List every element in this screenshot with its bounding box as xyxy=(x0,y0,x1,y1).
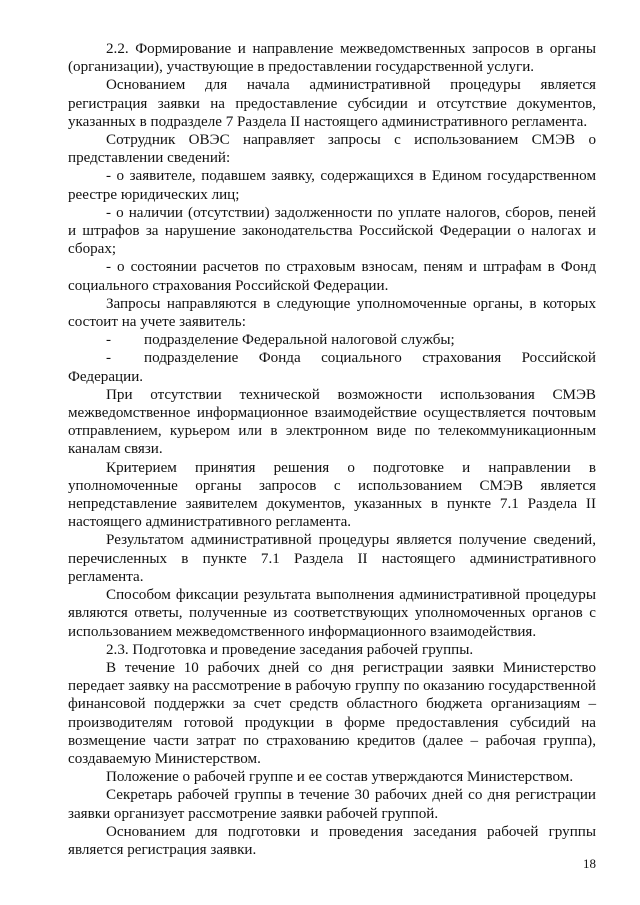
paragraph: В течение 10 рабочих дней со дня регистрации заявки Министерство передает заявку на рассмотрение в рабочую группу по оказанию государственной финансовой поддержки за счет средств областного бюджета организациям – производителям готовой продукции в форме предоставления субсидий на возмещение части затрат по страхованию кредитов (далее – рабочая группа), создаваемую Министерством. xyxy=(68,659,596,767)
paragraph: Сотрудник ОВЭС направляет запросы с использованием СМЭВ о представлении сведений: xyxy=(68,132,596,167)
list-item: - о состоянии расчетов по страховым взносам, пеням и штрафам в Фонд социального страхования Российской Федерации. xyxy=(68,259,596,294)
paragraph: Секретарь рабочей группы в течение 30 рабочих дней со дня регистрации заявки организует рассмотрение заявки рабочей группой. xyxy=(68,787,596,822)
list-item-text: подразделение Федеральной налоговой службы; xyxy=(144,332,455,349)
paragraph: Положение о рабочей группе и ее состав утверждаются Министерством. xyxy=(106,769,574,786)
list-item: - о заявителе, подавшем заявку, содержащихся в Едином государственном реестре юридических лиц; xyxy=(68,168,596,203)
list-item xyxy=(68,331,596,349)
page-number: 18 xyxy=(583,856,596,871)
list-dash: - xyxy=(106,332,112,349)
paragraph-2-3-heading: 2.3. Подготовка и проведение заседания рабочей группы. xyxy=(106,641,474,658)
document-body xyxy=(68,40,596,859)
paragraph: Критерием принятия решения о подготовке и направлении в уполномоченные органы запросов с использованием СМЭВ является непредставление заявителем документов, указанных в пункте 7.1 Раздела II настоящего административного регламента. xyxy=(68,459,596,531)
paragraph-2-2-heading: 2.2. Формирование и направление межведомственных запросов в органы (организации), участвующие в предоставлении государственной услуги. xyxy=(68,41,596,76)
list-item xyxy=(68,349,596,385)
list-item-text: подразделение Фонда социального страхования Российской Федерации. xyxy=(68,350,596,385)
paragraph: Основанием для подготовки и проведения заседания рабочей группы является регистрация заявки. xyxy=(68,823,596,858)
paragraph: Способом фиксации результата выполнения административной процедуры являются ответы, полученные из соответствующих уполномоченных органов с использованием межведомственного информационного взаимодействия. xyxy=(68,587,596,640)
paragraph: Основанием для начала административной процедуры является регистрация заявки на предоставление субсидии и отсутствие документов, указанных в подразделе 7 Раздела II настоящего административного регламента. xyxy=(68,77,596,130)
paragraph: Результатом административной процедуры является получение сведений, перечисленных в пункте 7.1 Раздела II настоящего административного регламента. xyxy=(68,532,596,585)
paragraph: При отсутствии технической возможности использования СМЭВ межведомственное информационное взаимодействие осуществляется почтовым отправлением, курьером или в электронном виде по телекоммуникационным каналам связи. xyxy=(68,386,596,458)
list-dash: - xyxy=(106,350,112,367)
list-item: - о наличии (отсутствии) задолженности по уплате налогов, сборов, пеней и штрафов за нарушение законодательства Российской Федерации о налогах и сборах; xyxy=(68,204,596,258)
paragraph: Запросы направляются в следующие уполномоченные органы, в которых состоит на учете заявитель: xyxy=(68,295,596,331)
